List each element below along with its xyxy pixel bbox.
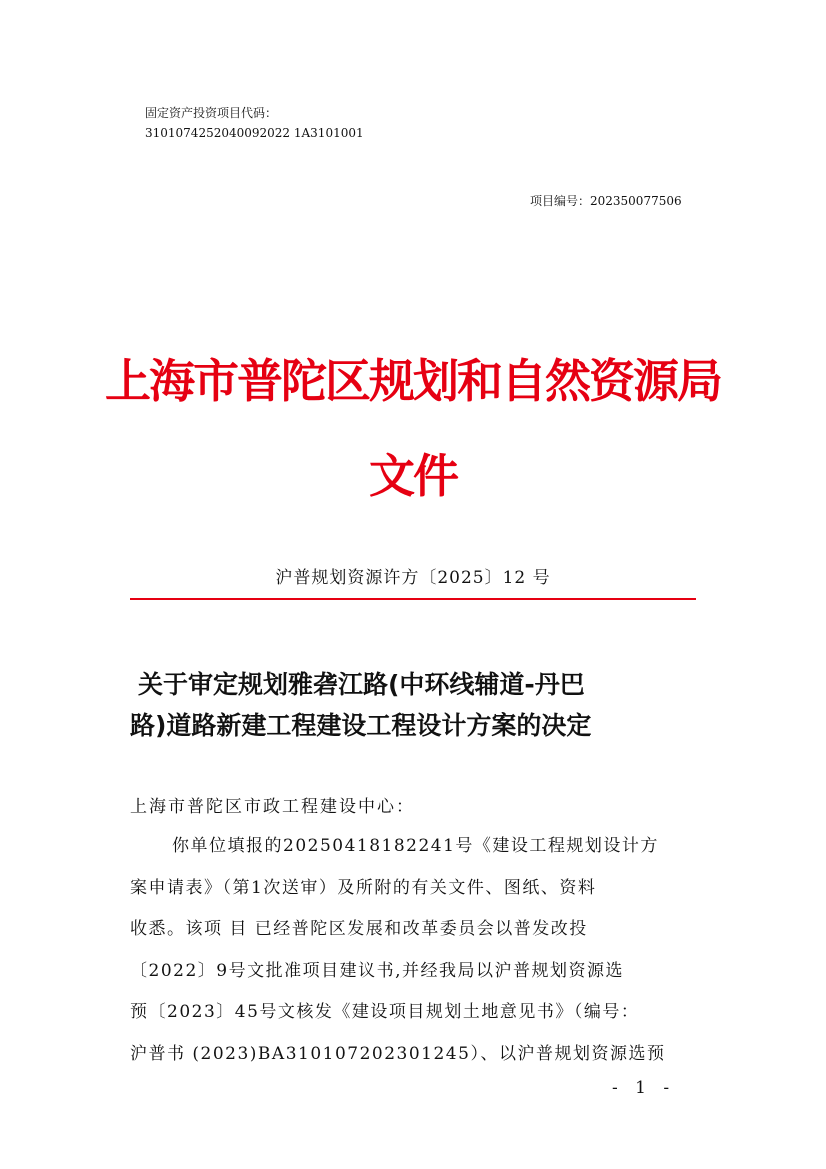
document-title [130, 664, 700, 746]
body-line: 案申请表》（第1次送审）及所附的有关文件、图纸、资料 [130, 877, 597, 898]
title-line-1 [130, 664, 700, 705]
asset-code-label: 固定资产投资项目代码： [145, 106, 278, 120]
title-line-2: 路)道路新建工程建设工程设计方案的决定 [130, 711, 592, 740]
title-line-1-text: 关于审定规划雅砻江路(中环线辅道-丹巴 [138, 670, 585, 699]
issuing-authority-header: 上海市普陀区规划和自然资源局 [105, 354, 721, 408]
document-header-suffix: 文件 [369, 449, 457, 503]
red-divider-line [130, 598, 696, 600]
recipient: 上海市普陀区市政工程建设中心： [130, 797, 415, 817]
document-number: 沪普规划资源许方〔2025〕12 号 [275, 568, 551, 588]
asset-code: 3101074252040092022 1A3101001 [145, 126, 364, 140]
project-number: 项目编号：202350077506 [530, 194, 682, 208]
body-paragraph [130, 826, 710, 1075]
body-line: 收悉。该项 目 已经普陀区发展和改革委员会以普发改投 [130, 919, 588, 939]
body-line: 〔2022〕9号文批准项目建议书,并经我局以沪普规划资源选 [130, 960, 624, 981]
page-number: - 1 - [612, 1078, 676, 1098]
body-line: 你单位填报的20250418182241号《建设工程规划设计方 [172, 836, 659, 856]
body-line: 预〔2023〕45号文核发《建设项目规划土地意见书》（编号： [130, 1002, 640, 1022]
body-line: 沪普书 (2023)BA310107202301245）、以沪普规划资源选预 [130, 1043, 666, 1064]
